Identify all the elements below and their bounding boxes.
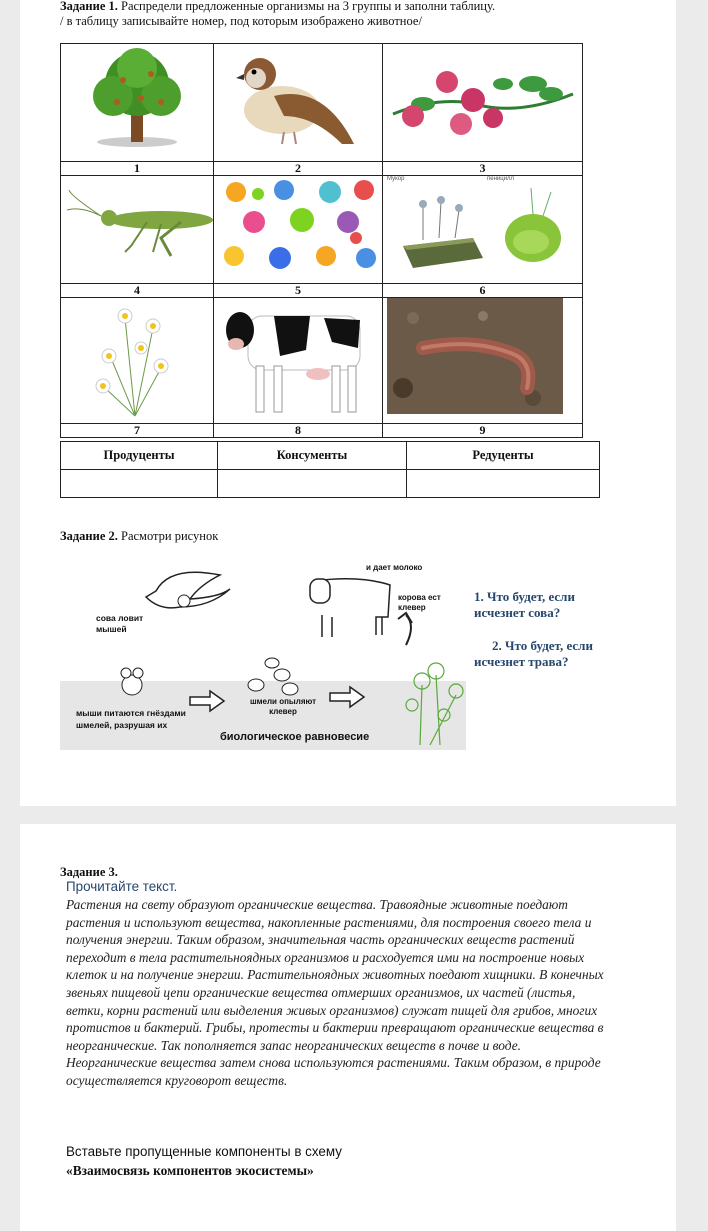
- worksheet-page-2: [20, 824, 676, 1231]
- worksheet-page-1: [20, 0, 676, 806]
- task1-instruction: / в таблицу записывайте номер, под которым изображено животное/: [60, 14, 422, 28]
- cell-number: 1: [61, 162, 214, 176]
- tree-image: [61, 44, 214, 162]
- cell-number: 3: [383, 162, 583, 176]
- cow-image: [214, 298, 383, 424]
- cell-number: 9: [383, 424, 583, 438]
- owl-caption: сова ловит мышей: [96, 613, 144, 634]
- penicillium-label: пеницилл: [487, 176, 515, 182]
- task3-title: Задание 3.: [60, 865, 118, 879]
- producers-answer-cell[interactable]: [61, 470, 218, 498]
- cell-number: 4: [61, 284, 214, 298]
- organisms-grid: [60, 43, 583, 438]
- consumers-answer-cell[interactable]: [218, 470, 407, 498]
- bees-caption: шмели опыляют клевер: [249, 697, 317, 716]
- grasshopper-image: [61, 176, 214, 284]
- insert-instruction: Вставьте пропущенные компоненты в схему: [66, 1144, 342, 1159]
- cell-number: 7: [61, 424, 214, 438]
- question-2: 2. Что будет, если исчезнет трава?: [474, 638, 593, 669]
- question-1: 1. Что будет, если исчезнет сова?: [474, 589, 575, 620]
- earthworm-image: [383, 298, 583, 424]
- classification-table: [60, 441, 600, 498]
- mucor-label: Мукор: [387, 176, 405, 182]
- scheme-title: «Взаимосвязь компонентов экосистемы»: [66, 1163, 314, 1178]
- cell-number: 6: [383, 284, 583, 298]
- header-consumers: Консументы: [218, 442, 407, 470]
- header-decomposers: Редуценты: [407, 442, 600, 470]
- chamomile-image: [61, 298, 214, 424]
- task2-title: Задание 2. Расмотри рисунок: [60, 529, 219, 543]
- task1-title: Задание 1. Распредели предложенные организмы на 3 группы и заполни таблицу.: [60, 0, 496, 13]
- header-producers: Продуценты: [61, 442, 218, 470]
- cell-number: 5: [214, 284, 383, 298]
- microbes-image: [214, 176, 383, 284]
- clover-image: [383, 44, 583, 162]
- fungi-image: [383, 176, 583, 284]
- sparrow-image: [214, 44, 383, 162]
- diagram-footer: биологическое равновесие: [220, 731, 370, 743]
- decomposers-answer-cell[interactable]: [407, 470, 600, 498]
- cell-number: 2: [214, 162, 383, 176]
- cow-caption: корова ест клевер: [398, 593, 441, 612]
- milk-caption: и дает молоко: [366, 563, 423, 572]
- read-instruction: Прочитайте текст.: [66, 879, 178, 894]
- task3-text: Растения на свету образуют органические вещества. Травоядные животные поедают растения и используют вещества, накопленные растениями, для построения своего тела и получения энергии. Таким образом, значительная часть органических веществ растений переходит в тела растительноядных организмов и расходуется ими на построение новых клеток и на получение энергии. Растительноядных животных поедают хищники. В конечных звеньях пищевой цепи органические вещества отмерших организмов, их частей (листья, ветки, корни растений или выделения живых организмов) служат пищей для грибов, многих протистов и бактерий. Грибы, протесты и бактерии превращают органические вещества в неорганические. Так пополняется запас неорганических веществ в почве и воде. Неорганические вещества затем снова используются растениями. Таким образом, в природе осуществляется круговорот веществ.: [66, 897, 604, 1088]
- cell-number: 8: [214, 424, 383, 438]
- ecosystem-diagram: [60, 555, 466, 750]
- mice-caption: мыши питаются гнёздами шмелей, разрушая их: [76, 708, 186, 730]
